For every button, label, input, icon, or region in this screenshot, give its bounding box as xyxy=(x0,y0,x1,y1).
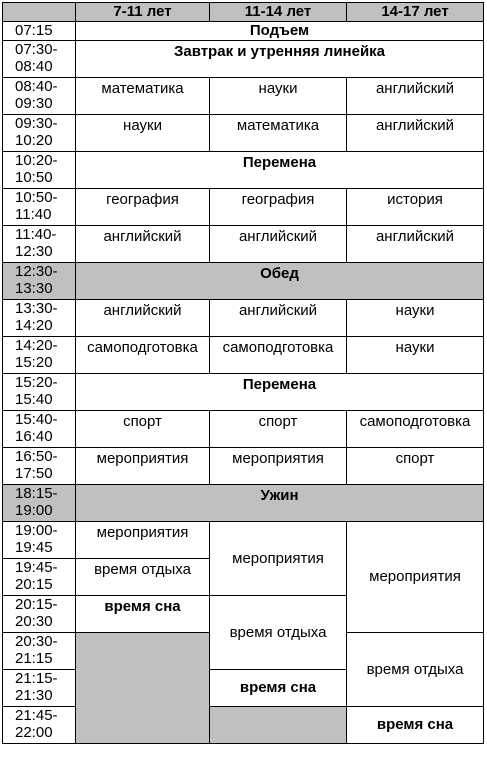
subject-cell: спорт xyxy=(210,411,347,448)
schedule-table xyxy=(2,2,484,744)
empty-grey-cell xyxy=(210,707,347,744)
span-cell: Завтрак и утренняя линейка xyxy=(76,41,484,78)
time-cell: 07:15 xyxy=(3,22,76,41)
span-cell: Обед xyxy=(76,263,484,300)
time-cell: 12:30- 13:30 xyxy=(3,263,76,300)
subject-cell: время сна xyxy=(210,670,347,707)
table-row xyxy=(3,263,484,300)
subject-cell: спорт xyxy=(347,448,484,485)
subject-cell: время отдыха xyxy=(76,559,210,596)
subject-cell: спорт xyxy=(76,411,210,448)
subject-cell: история xyxy=(347,189,484,226)
subject-cell: время отдыха xyxy=(347,633,484,707)
span-cell: Перемена xyxy=(76,152,484,189)
table-row xyxy=(3,300,484,337)
subject-cell: мероприятия xyxy=(210,522,347,596)
table-row xyxy=(3,522,484,559)
table-row xyxy=(3,152,484,189)
subject-cell: география xyxy=(76,189,210,226)
header-row xyxy=(3,3,484,22)
subject-cell: география xyxy=(210,189,347,226)
table-row xyxy=(3,707,484,744)
time-cell: 18:15- 19:00 xyxy=(3,485,76,522)
span-cell: Ужин xyxy=(76,485,484,522)
time-cell: 13:30- 14:20 xyxy=(3,300,76,337)
time-cell: 21:15- 21:30 xyxy=(3,670,76,707)
time-cell: 19:45- 20:15 xyxy=(3,559,76,596)
table-row xyxy=(3,115,484,152)
subject-cell: науки xyxy=(210,78,347,115)
subject-cell: математика xyxy=(210,115,347,152)
corner-cell xyxy=(3,3,76,22)
table-row xyxy=(3,411,484,448)
subject-cell: английский xyxy=(210,300,347,337)
header-age-7-11: 7-11 лет xyxy=(76,3,210,22)
table-row xyxy=(3,485,484,522)
subject-cell: мероприятия xyxy=(76,522,210,559)
time-cell: 15:20- 15:40 xyxy=(3,374,76,411)
subject-cell: самоподготовка xyxy=(347,411,484,448)
subject-cell: самоподготовка xyxy=(210,337,347,374)
subject-cell: самоподготовка xyxy=(76,337,210,374)
subject-cell: английский xyxy=(347,226,484,263)
span-cell: Перемена xyxy=(76,374,484,411)
time-cell: 19:00- 19:45 xyxy=(3,522,76,559)
subject-cell: науки xyxy=(347,300,484,337)
subject-cell: мероприятия xyxy=(210,448,347,485)
table-row xyxy=(3,374,484,411)
table-row xyxy=(3,226,484,263)
subject-cell: английский xyxy=(347,115,484,152)
subject-cell: английский xyxy=(76,226,210,263)
subject-cell: время сна xyxy=(347,707,484,744)
time-cell: 16:50- 17:50 xyxy=(3,448,76,485)
table-row xyxy=(3,78,484,115)
empty-grey-cell xyxy=(76,633,210,744)
time-cell: 11:40- 12:30 xyxy=(3,226,76,263)
subject-cell: науки xyxy=(76,115,210,152)
span-cell: Подъем xyxy=(76,22,484,41)
subject-cell: науки xyxy=(347,337,484,374)
subject-cell: время отдыха xyxy=(210,596,347,670)
table-row xyxy=(3,337,484,374)
time-cell: 08:40- 09:30 xyxy=(3,78,76,115)
table-row xyxy=(3,41,484,78)
subject-cell: английский xyxy=(76,300,210,337)
time-cell: 20:30- 21:15 xyxy=(3,633,76,670)
subject-cell: английский xyxy=(210,226,347,263)
time-cell: 07:30- 08:40 xyxy=(3,41,76,78)
table-row xyxy=(3,189,484,226)
time-cell: 10:20- 10:50 xyxy=(3,152,76,189)
time-cell: 21:45- 22:00 xyxy=(3,707,76,744)
subject-cell: английский xyxy=(347,78,484,115)
time-cell: 20:15- 20:30 xyxy=(3,596,76,633)
time-cell: 09:30- 10:20 xyxy=(3,115,76,152)
subject-cell: время сна xyxy=(76,596,210,633)
time-cell: 14:20- 15:20 xyxy=(3,337,76,374)
subject-cell: мероприятия xyxy=(347,522,484,633)
time-cell: 10:50- 11:40 xyxy=(3,189,76,226)
subject-cell: мероприятия xyxy=(76,448,210,485)
table-row xyxy=(3,448,484,485)
header-age-11-14: 11-14 лет xyxy=(210,3,347,22)
header-age-14-17: 14-17 лет xyxy=(347,3,484,22)
time-cell: 15:40- 16:40 xyxy=(3,411,76,448)
subject-cell: математика xyxy=(76,78,210,115)
table-row xyxy=(3,22,484,41)
